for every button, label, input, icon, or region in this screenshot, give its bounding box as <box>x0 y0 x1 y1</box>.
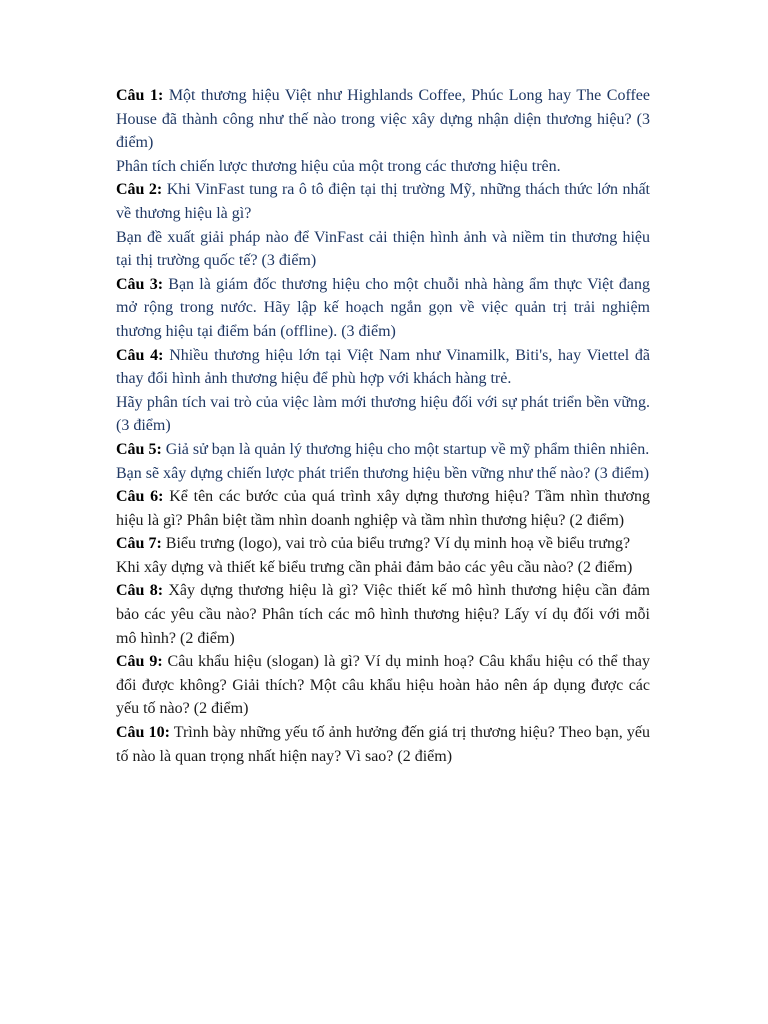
question-continuation <box>116 155 650 179</box>
question-label: Câu 7: <box>116 535 162 553</box>
question-text: Khi xây dựng và thiết kế biểu trưng cần phải đảm bảo các yêu cầu nào? (2 điểm) <box>116 558 633 576</box>
question-label: Câu 5: <box>116 440 162 458</box>
question-text: Một thương hiệu Việt như Highlands Coffee, Phúc Long hay The Coffee House đã thành công như thế nào trong việc xây dựng nhận diện thương hiệu? (3 điểm) <box>116 87 651 152</box>
question-text: Bạn là giám đốc thương hiệu cho một chuỗi nhà hàng ẩm thực Việt đang mở rộng trong nước. Hãy lập kế hoạch ngắn gọn về việc quản trị trải nghiệm thương hiệu tại điểm bán (offline). (3 điểm) <box>116 275 651 340</box>
question-paragraph <box>116 84 650 155</box>
question-text: Bạn sẽ xây dựng chiến lược phát triển thương hiệu bền vững như thế nào? (3 điểm) <box>116 464 650 482</box>
question-text: Câu khẩu hiệu (slogan) là gì? Ví dụ minh hoạ? Câu khẩu hiệu có thể thay đổi được không? Giải thích? Một câu khẩu hiệu hoàn hảo nên áp dụng được các yếu tố nào? (2 điểm) <box>116 653 650 718</box>
question-label: Câu 6: <box>116 488 164 506</box>
question-continuation <box>116 391 650 438</box>
question-paragraph <box>116 438 650 462</box>
question-label: Câu 10: <box>116 724 170 742</box>
question-text: Bạn đề xuất giải pháp nào để VinFast cải thiện hình ảnh và niềm tin thương hiệu tại thị trường quốc tế? (3 điểm) <box>116 228 650 270</box>
question-paragraph <box>116 178 650 225</box>
question-continuation <box>116 462 650 486</box>
document-page <box>116 84 650 768</box>
question-text: Khi VinFast tung ra ô tô điện tại thị trường Mỹ, những thách thức lớn nhất về thương hiệu là gì? <box>116 181 651 222</box>
question-paragraph <box>116 485 650 532</box>
question-label: Câu 8: <box>116 582 164 600</box>
question-paragraph <box>116 650 650 721</box>
question-text: Phân tích chiến lược thương hiệu của một trong các thương hiệu trên. <box>116 157 561 175</box>
question-text: Trình bày những yếu tố ảnh hưởng đến giá trị thương hiệu? Theo bạn, yếu tố nào là quan trọng nhất hiện nay? Vì sao? (2 điểm) <box>116 724 651 765</box>
question-label: Câu 9: <box>116 653 163 671</box>
question-text: Nhiều thương hiệu lớn tại Việt Nam như Vinamilk, Biti's, hay Viettel đã thay đổi hình ảnh thương hiệu để phù hợp với khách hàng trẻ. <box>116 346 650 388</box>
question-label: Câu 3: <box>116 275 164 293</box>
question-paragraph <box>116 273 650 344</box>
question-text: Biểu trưng (logo), vai trò của biểu trưng? Ví dụ minh hoạ về biểu trưng? <box>161 535 631 553</box>
question-label: Câu 4: <box>116 346 164 364</box>
question-paragraph <box>116 532 650 556</box>
question-label: Câu 1: <box>116 87 164 104</box>
question-text: Xây dựng thương hiệu là gì? Việc thiết kế mô hình thương hiệu cần đảm bảo các yêu cầu nào? Phân tích các mô hình thương hiệu? Lấy ví dụ đối với mỗi mô hình? (2 điểm) <box>116 582 650 647</box>
question-paragraph <box>116 344 650 391</box>
question-continuation <box>116 556 650 580</box>
question-text: Giả sử bạn là quản lý thương hiệu cho một startup về mỹ phẩm thiên nhiên. <box>161 440 650 458</box>
question-paragraph <box>116 721 650 768</box>
question-text: Hãy phân tích vai trò của việc làm mới thương hiệu đối với sự phát triển bền vững. (3 điểm) <box>116 393 650 435</box>
question-continuation <box>116 226 650 273</box>
question-paragraph <box>116 579 650 650</box>
question-text: Kể tên các bước của quá trình xây dựng thương hiệu? Tầm nhìn thương hiệu là gì? Phân biệt tầm nhìn doanh nghiệp và tầm nhìn thương hiệu? (2 điểm) <box>116 488 651 529</box>
question-label: Câu 2: <box>116 181 163 199</box>
